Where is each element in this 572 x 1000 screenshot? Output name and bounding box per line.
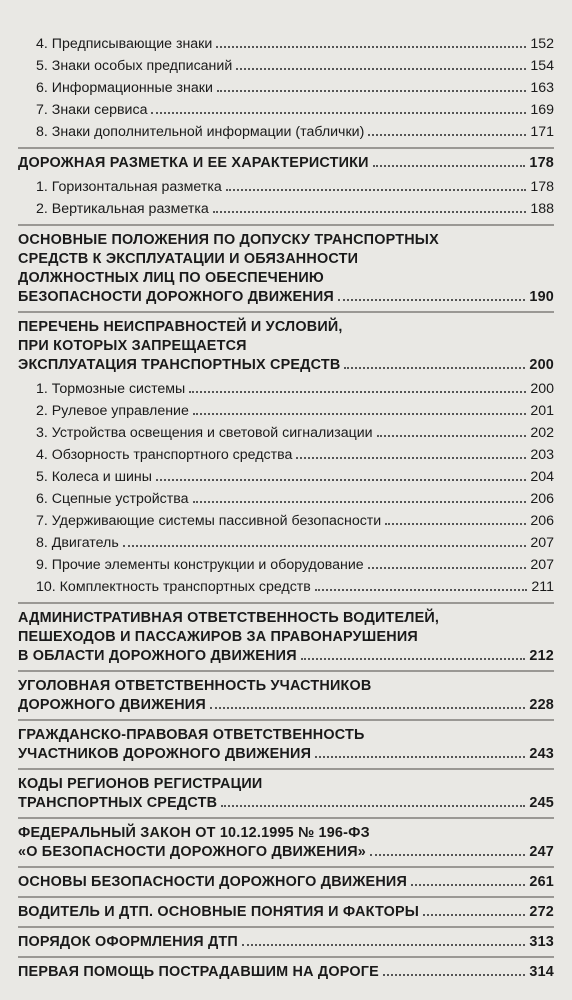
toc-section-title-line: УГОЛОВНАЯ ОТВЕТСТВЕННОСТЬ УЧАСТНИКОВ	[18, 678, 372, 694]
toc-row	[18, 356, 554, 375]
toc-row	[36, 378, 554, 400]
page-number: 206	[530, 491, 554, 507]
page-number: 207	[530, 535, 554, 551]
toc-subentry-title: 2. Рулевое управление	[36, 403, 189, 419]
dot-leader	[368, 134, 526, 136]
toc-subentry[interactable]	[18, 510, 554, 532]
page-number: 201	[530, 403, 554, 419]
page-number: 190	[529, 289, 554, 305]
toc-row	[18, 745, 554, 764]
toc-subentry-title: 4. Предписывающие знаки	[36, 36, 213, 52]
page-number: 212	[529, 648, 554, 664]
dot-leader	[296, 457, 526, 459]
dot-leader	[370, 854, 525, 856]
toc-subentry-title: 1. Тормозные системы	[36, 381, 186, 397]
dot-leader	[226, 189, 527, 191]
dot-leader	[383, 974, 525, 976]
page-number: 207	[530, 557, 554, 573]
toc-row	[36, 422, 554, 444]
toc-row	[36, 532, 554, 554]
toc-subentry-title: 7. Удерживающие системы пассивной безопасности	[36, 513, 382, 529]
page-number: 163	[530, 80, 554, 96]
toc-section-title-line: СРЕДСТВ К ЭКСПЛУАТАЦИИ И ОБЯЗАННОСТИ	[18, 251, 359, 267]
toc-section-entry[interactable]	[18, 224, 554, 307]
toc-row	[18, 873, 554, 892]
toc-section-title-line: ПЕРЕЧЕНЬ НЕИСПРАВНОСТЕЙ И УСЛОВИЙ,	[18, 319, 343, 335]
toc-section-title-line: ПЕРВАЯ ПОМОЩЬ ПОСТРАДАВШИМ НА ДОРОГЕ	[18, 964, 379, 980]
page-number: 272	[529, 904, 554, 920]
dot-leader	[338, 299, 525, 301]
toc-subentry-title: 6. Сцепные устройства	[36, 491, 189, 507]
dot-leader	[377, 435, 527, 437]
dot-leader	[301, 658, 526, 660]
toc-subentry[interactable]	[18, 99, 554, 121]
dot-leader	[236, 68, 526, 70]
page-number: 169	[530, 102, 554, 118]
toc-section-title-line: ДОЛЖНОСТНЫХ ЛИЦ ПО ОБЕСПЕЧЕНИЮ	[18, 270, 324, 286]
toc-subentry[interactable]	[18, 422, 554, 444]
toc-section-title-line: ГРАЖДАНСКО-ПРАВОВАЯ ОТВЕТСТВЕННОСТЬ	[18, 727, 365, 743]
toc-row	[36, 466, 554, 488]
dot-leader	[242, 944, 525, 946]
toc-row	[36, 99, 554, 121]
toc-section-entry[interactable]	[18, 719, 554, 764]
dot-leader	[193, 501, 527, 503]
toc-row	[18, 843, 554, 862]
toc-subentry-title: 1. Горизонтальная разметка	[36, 179, 222, 195]
toc-subentry-title: 5. Колеса и шины	[36, 469, 152, 485]
toc-row	[18, 647, 554, 666]
toc-subentry[interactable]	[18, 576, 554, 598]
dot-leader	[217, 90, 526, 92]
page-number: 178	[529, 155, 554, 171]
toc-section-title-line: АДМИНИСТРАТИВНАЯ ОТВЕТСТВЕННОСТЬ ВОДИТЕЛЕЙ,	[18, 610, 440, 626]
toc-section-title-line: ПРИ КОТОРЫХ ЗАПРЕЩАЕТСЯ	[18, 338, 247, 354]
toc-section-title-line: ОСНОВЫ БЕЗОПАСНОСТИ ДОРОЖНОГО ДВИЖЕНИЯ	[18, 874, 408, 890]
toc-subentry-title: 10. Комплектность транспортных средств	[36, 579, 311, 595]
page-number: 313	[529, 934, 554, 950]
toc-row	[18, 963, 554, 982]
toc-section-entry[interactable]	[18, 956, 554, 982]
toc-section-entry[interactable]	[18, 147, 554, 173]
toc-row	[36, 176, 554, 198]
toc-section-title-line: ПОРЯДОК ОФОРМЛЕНИЯ ДТП	[18, 934, 238, 950]
dot-leader	[123, 545, 527, 547]
toc-subentry[interactable]	[18, 466, 554, 488]
page-number: 203	[530, 447, 554, 463]
dot-leader	[423, 914, 525, 916]
page-number: 202	[530, 425, 554, 441]
toc-subentry[interactable]	[18, 176, 554, 198]
toc-section-title-line: ТРАНСПОРТНЫХ СРЕДСТВ	[18, 795, 218, 811]
page-number: 228	[529, 697, 554, 713]
toc-row	[18, 288, 554, 307]
toc-section-entry[interactable]	[18, 311, 554, 375]
toc-subentry[interactable]	[18, 400, 554, 422]
dot-leader	[189, 391, 526, 393]
page-number: 206	[530, 513, 554, 529]
toc-section-title-line: КОДЫ РЕГИОНОВ РЕГИСТРАЦИИ	[18, 776, 263, 792]
dot-leader	[213, 211, 527, 213]
toc-subentry[interactable]	[18, 532, 554, 554]
toc-row	[36, 554, 554, 576]
toc-section-title-line: ОСНОВНЫЕ ПОЛОЖЕНИЯ ПО ДОПУСКУ ТРАНСПОРТНЫХ	[18, 232, 439, 248]
toc-row	[36, 400, 554, 422]
toc-subentry-title: 8. Двигатель	[36, 535, 119, 551]
toc-subentry[interactable]	[18, 488, 554, 510]
toc-row	[36, 121, 554, 143]
toc-subentry-title: 3. Устройства освещения и световой сигнализации	[36, 425, 373, 441]
dot-leader	[193, 413, 526, 415]
page-number: 204	[530, 469, 554, 485]
page-top-margin	[0, 0, 572, 33]
toc-subentry-title: 7. Знаки сервиса	[36, 102, 148, 118]
toc-subentry[interactable]	[18, 554, 554, 576]
page-number: 154	[530, 58, 554, 74]
toc-section-title-line: БЕЗОПАСНОСТИ ДОРОЖНОГО ДВИЖЕНИЯ	[18, 289, 334, 305]
toc-subentry-title: 5. Знаки особых предписаний	[36, 58, 233, 74]
dot-leader	[373, 165, 526, 167]
toc-subentry-title: 6. Информационные знаки	[36, 80, 213, 96]
toc-row	[36, 33, 554, 55]
page-number: 152	[530, 36, 554, 52]
dot-leader	[151, 112, 526, 114]
toc-subentry[interactable]	[18, 33, 554, 55]
toc-section-title-line: ЭКСПЛУАТАЦИЯ ТРАНСПОРТНЫХ СРЕДСТВ	[18, 357, 341, 373]
toc-row	[36, 198, 554, 220]
toc-section-entry[interactable]	[18, 866, 554, 892]
toc-section-title-line: В ОБЛАСТИ ДОРОЖНОГО ДВИЖЕНИЯ	[18, 648, 297, 664]
page-number: 188	[530, 201, 554, 217]
toc-section-title-line: ПЕШЕХОДОВ И ПАССАЖИРОВ ЗА ПРАВОНАРУШЕНИЯ	[18, 629, 418, 645]
toc-section-title-line: ДОРОЖНОГО ДВИЖЕНИЯ	[18, 697, 206, 713]
page-number: 200	[529, 357, 554, 373]
dot-leader	[344, 367, 525, 369]
toc-section-title-line: ФЕДЕРАЛЬНЫЙ ЗАКОН ОТ 10.12.1995 № 196-ФЗ	[18, 825, 370, 841]
toc-subentry[interactable]	[18, 77, 554, 99]
toc-section-title-line: ВОДИТЕЛЬ И ДТП. ОСНОВНЫЕ ПОНЯТИЯ И ФАКТОРЫ	[18, 904, 420, 920]
toc-subentry[interactable]	[18, 121, 554, 143]
toc-section-entry[interactable]	[18, 896, 554, 922]
toc-row	[36, 488, 554, 510]
toc-row	[18, 903, 554, 922]
toc-section-entry[interactable]	[18, 670, 554, 715]
toc-row	[18, 696, 554, 715]
page-number: 261	[529, 874, 554, 890]
toc-section-title-line: «О БЕЗОПАСНОСТИ ДОРОЖНОГО ДВИЖЕНИЯ»	[18, 844, 366, 860]
toc-subentry-title: 9. Прочие элементы конструкции и оборудование	[36, 557, 364, 573]
toc-section-entry[interactable]	[18, 602, 554, 666]
page-number: 245	[529, 795, 554, 811]
toc-row	[18, 794, 554, 813]
dot-leader	[210, 707, 525, 709]
toc-row	[18, 933, 554, 952]
dot-leader	[216, 46, 526, 48]
toc-row	[36, 444, 554, 466]
dot-leader	[156, 479, 526, 481]
toc-row	[36, 510, 554, 532]
dot-leader	[385, 523, 526, 525]
dot-leader	[368, 567, 527, 569]
page-number: 211	[531, 579, 554, 595]
dot-leader	[315, 756, 525, 758]
toc-section-title-line: ДОРОЖНАЯ РАЗМЕТКА И ЕЕ ХАРАКТЕРИСТИКИ	[18, 155, 369, 171]
page-number: 247	[529, 844, 554, 860]
toc-section-entry[interactable]	[18, 926, 554, 952]
page-number: 243	[529, 746, 554, 762]
toc-section-entry[interactable]	[18, 768, 554, 813]
toc-subentry[interactable]	[18, 55, 554, 77]
toc-subentry[interactable]	[18, 198, 554, 220]
toc-subentry-title: 2. Вертикальная разметка	[36, 201, 209, 217]
page-number: 178	[530, 179, 554, 195]
toc-subentry-title: 8. Знаки дополнительной информации (таблички)	[36, 124, 365, 140]
toc-subentry[interactable]	[18, 444, 554, 466]
toc-section-entry[interactable]	[18, 817, 554, 862]
toc-subentry-title: 4. Обзорность транспортного средства	[36, 447, 293, 463]
page-number: 314	[529, 964, 554, 980]
toc-section-title-line: УЧАСТНИКОВ ДОРОЖНОГО ДВИЖЕНИЯ	[18, 746, 312, 762]
toc-row	[36, 55, 554, 77]
table-of-contents	[0, 33, 572, 982]
toc-row	[36, 77, 554, 99]
toc-subentry[interactable]	[18, 378, 554, 400]
page-number: 171	[530, 124, 554, 140]
dot-leader	[411, 884, 525, 886]
toc-row	[36, 576, 554, 598]
page-number: 200	[530, 381, 554, 397]
dot-leader	[221, 805, 525, 807]
toc-row	[18, 154, 554, 173]
dot-leader	[315, 589, 528, 591]
